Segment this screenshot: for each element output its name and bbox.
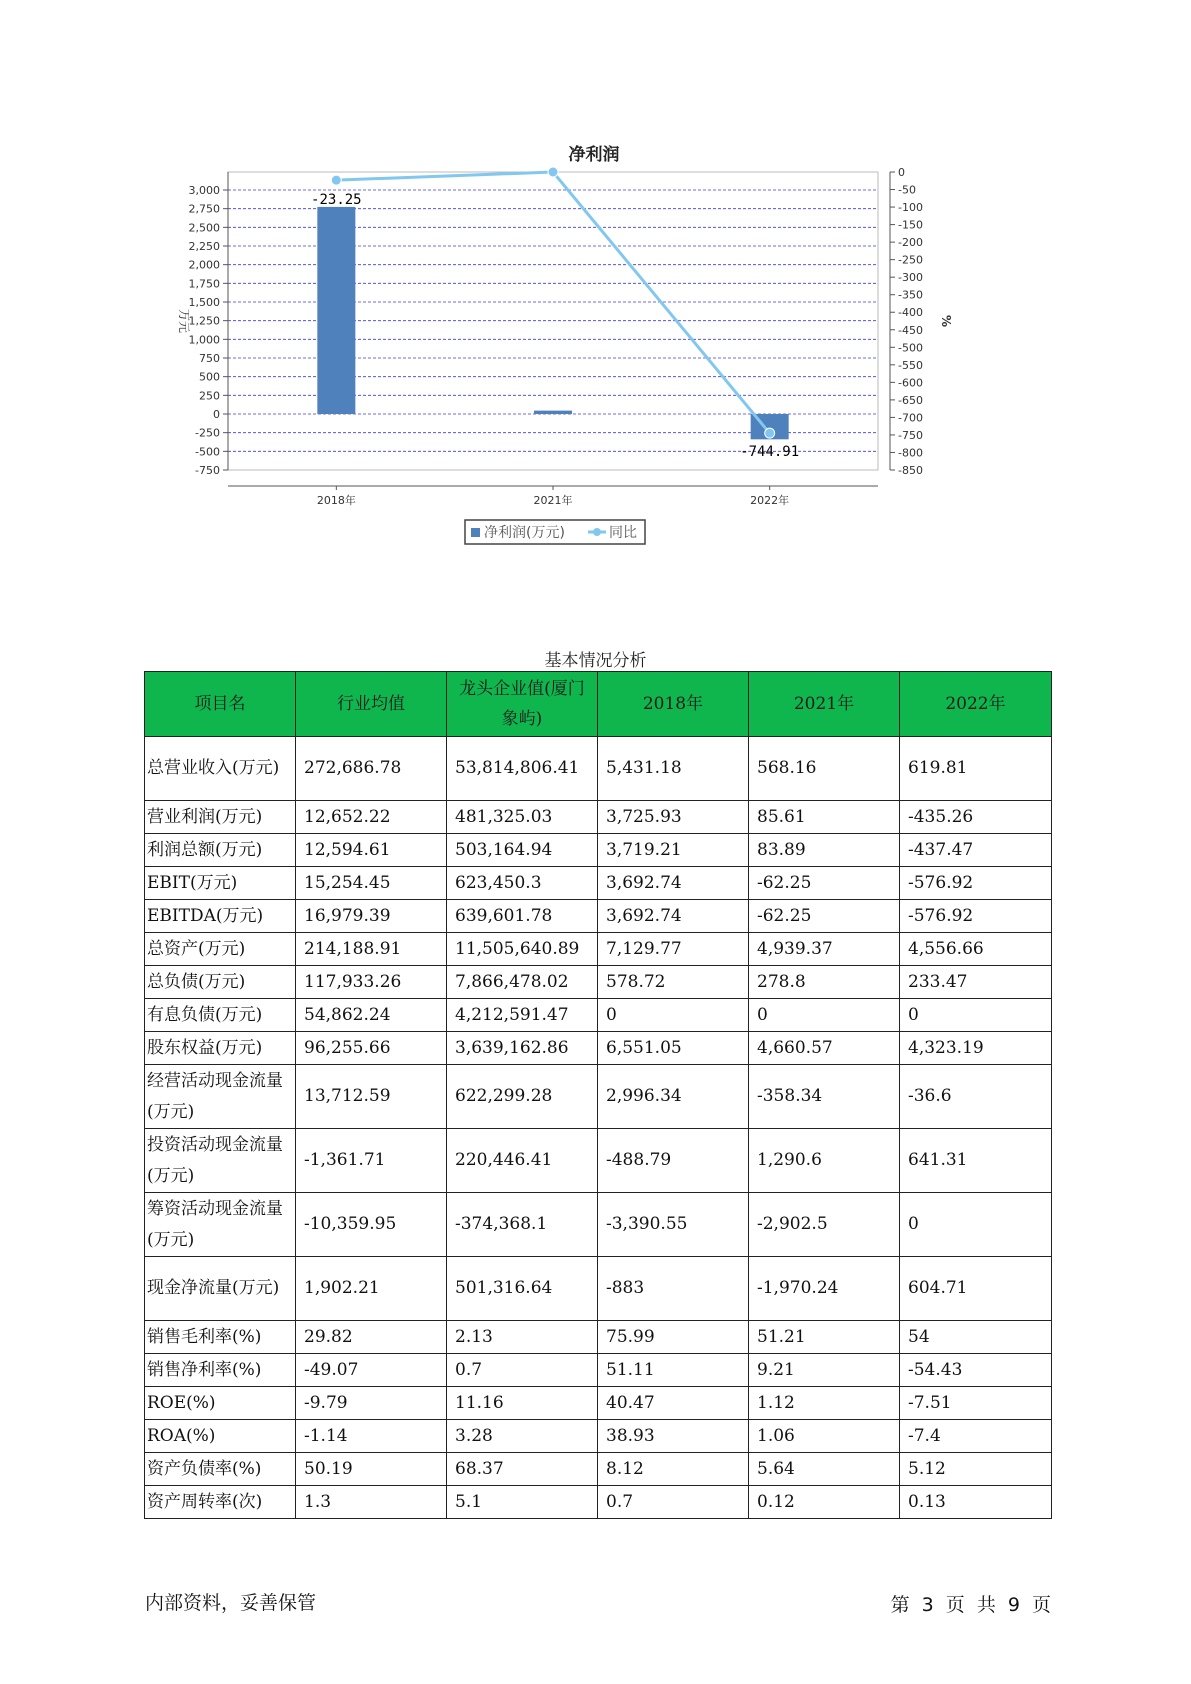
value-cell: 1,290.6 (749, 1129, 900, 1193)
left-tick-label: 1,000 (188, 333, 220, 347)
yoy-point-2021年 (548, 167, 558, 177)
row-label-cell: 总营业收入(万元) (145, 737, 296, 801)
table-row (145, 737, 1052, 801)
right-tick-label: -150 (898, 218, 923, 232)
value-cell: 272,686.78 (296, 737, 447, 801)
left-tick-label: 2,500 (188, 221, 220, 235)
value-cell: -62.25 (749, 900, 900, 933)
table-row (145, 1065, 1052, 1129)
value-cell: 5.1 (447, 1486, 598, 1519)
value-cell: -488.79 (598, 1129, 749, 1193)
value-cell: -358.34 (749, 1065, 900, 1129)
right-tick-label: -650 (898, 393, 923, 407)
value-cell: 29.82 (296, 1321, 447, 1354)
row-label-cell: 筹资活动现金流量(万元) (145, 1193, 296, 1257)
row-label-cell: 资产负债率(%) (145, 1453, 296, 1486)
value-cell: 51.21 (749, 1321, 900, 1354)
x-tick-label: 2022年 (750, 494, 790, 507)
value-cell: 4,660.57 (749, 1032, 900, 1065)
value-cell: 278.8 (749, 966, 900, 999)
value-cell: -1,970.24 (749, 1257, 900, 1321)
header-industry-avg: 行业均值 (296, 672, 447, 737)
row-label-cell: 营业利润(万元) (145, 801, 296, 834)
right-tick-label: -100 (898, 201, 923, 215)
value-cell: 0.13 (900, 1486, 1052, 1519)
value-cell: 12,652.22 (296, 801, 447, 834)
value-cell: 3,692.74 (598, 900, 749, 933)
row-label-cell: 投资活动现金流量(万元) (145, 1129, 296, 1193)
value-cell: 2,996.34 (598, 1065, 749, 1129)
value-cell: 0.7 (447, 1354, 598, 1387)
right-tick-label: -800 (898, 446, 923, 460)
value-cell: 12,594.61 (296, 834, 447, 867)
value-cell: 54 (900, 1321, 1052, 1354)
header-2022: 2022年 (900, 672, 1052, 737)
value-cell: 3,692.74 (598, 867, 749, 900)
left-axis-title: 万元 (177, 308, 191, 334)
value-cell: 623,450.3 (447, 867, 598, 900)
left-tick-label: 750 (199, 352, 220, 365)
header-item-name: 项目名 (145, 672, 296, 737)
legend-bar-label: 净利润(万元) (484, 525, 565, 541)
value-cell: 7,866,478.02 (447, 966, 598, 999)
row-label-cell: 销售毛利率(%) (145, 1321, 296, 1354)
value-cell: 0 (900, 999, 1052, 1032)
row-label-cell: EBITDA(万元) (145, 900, 296, 933)
right-tick-label: -700 (898, 411, 923, 425)
row-label-cell: 经营活动现金流量(万元) (145, 1065, 296, 1129)
value-cell: -7.4 (900, 1420, 1052, 1453)
value-cell: -576.92 (900, 867, 1052, 900)
chart-title: 净利润 (568, 145, 620, 165)
table-row (145, 966, 1052, 999)
right-tick-label: -300 (898, 271, 923, 285)
value-cell: -883 (598, 1257, 749, 1321)
value-cell: 3,639,162.86 (447, 1032, 598, 1065)
value-cell: -1.14 (296, 1420, 447, 1453)
legend-line-marker (593, 528, 601, 536)
value-cell: 5.12 (900, 1453, 1052, 1486)
table-row (145, 1129, 1052, 1193)
table-row (145, 1486, 1052, 1519)
value-cell: -435.26 (900, 801, 1052, 834)
value-cell: 4,939.37 (749, 933, 900, 966)
footer-page-number: 第 3 页 共 9 页 (890, 1594, 1051, 1616)
table-row (145, 1257, 1052, 1321)
legend-bar-swatch (471, 528, 480, 537)
value-cell: 13,712.59 (296, 1065, 447, 1129)
value-cell: 1,902.21 (296, 1257, 447, 1321)
right-tick-label: 0 (898, 166, 905, 179)
left-tick-label: -750 (195, 464, 220, 477)
bar-2018年 (317, 207, 355, 414)
row-label-cell: EBIT(万元) (145, 867, 296, 900)
value-cell: 85.61 (749, 801, 900, 834)
chart-bars (317, 207, 788, 439)
header-leader-value: 龙头企业值(厦门象屿) (447, 672, 598, 737)
left-tick-label: 1,500 (188, 296, 220, 309)
value-cell: 0 (900, 1193, 1052, 1257)
table-body (145, 737, 1052, 1519)
row-label-cell: 利润总额(万元) (145, 834, 296, 867)
value-cell: 5.64 (749, 1453, 900, 1486)
value-cell: -54.43 (900, 1354, 1052, 1387)
value-cell: 3,719.21 (598, 834, 749, 867)
left-tick-label: 0 (213, 408, 220, 421)
value-cell: -7.51 (900, 1387, 1052, 1420)
value-cell: 0.12 (749, 1486, 900, 1519)
right-tick-label: -350 (898, 288, 923, 302)
right-tick-label: -600 (898, 376, 923, 390)
table-row (145, 801, 1052, 834)
left-tick-label: 250 (199, 389, 220, 403)
table-row (145, 999, 1052, 1032)
value-cell: 38.93 (598, 1420, 749, 1453)
value-cell: 641.31 (900, 1129, 1052, 1193)
left-tick-label: 2,750 (188, 202, 220, 216)
value-cell: 481,325.03 (447, 801, 598, 834)
value-cell: 503,164.94 (447, 834, 598, 867)
data-label-2018: -23.25 (311, 192, 362, 209)
value-cell: 75.99 (598, 1321, 749, 1354)
chart-data-labels (311, 192, 799, 460)
left-tick-label: 1,750 (188, 277, 220, 291)
value-cell: 51.11 (598, 1354, 749, 1387)
value-cell: 15,254.45 (296, 867, 447, 900)
row-label-cell: 总负债(万元) (145, 966, 296, 999)
value-cell: 5,431.18 (598, 737, 749, 801)
value-cell: 622,299.28 (447, 1065, 598, 1129)
yoy-line (336, 172, 769, 433)
row-label-cell: 现金净流量(万元) (145, 1257, 296, 1321)
value-cell: 604.71 (900, 1257, 1052, 1321)
table-row (145, 933, 1052, 966)
value-cell: 53,814,806.41 (447, 737, 598, 801)
left-tick-label: 500 (199, 370, 220, 384)
data-label-2022: -744.91 (740, 444, 800, 461)
value-cell: -62.25 (749, 867, 900, 900)
value-cell: -374,368.1 (447, 1193, 598, 1257)
value-cell: -49.07 (296, 1354, 447, 1387)
left-tick-label: 2,000 (188, 258, 220, 272)
yoy-point-2022年 (765, 428, 775, 438)
table-row (145, 1420, 1052, 1453)
right-tick-label: -550 (898, 358, 923, 372)
right-tick-label: -750 (898, 428, 923, 442)
value-cell: 0 (598, 999, 749, 1032)
value-cell: 578.72 (598, 966, 749, 999)
chart-axes (177, 166, 953, 507)
table-row (145, 1032, 1052, 1065)
header-2018: 2018年 (598, 672, 749, 737)
value-cell: -36.6 (900, 1065, 1052, 1129)
value-cell: 619.81 (900, 737, 1052, 801)
value-cell: 214,188.91 (296, 933, 447, 966)
table-header-row (145, 672, 1052, 737)
value-cell: 96,255.66 (296, 1032, 447, 1065)
value-cell: -437.47 (900, 834, 1052, 867)
chart-legend (465, 520, 645, 544)
value-cell: -2,902.5 (749, 1193, 900, 1257)
table-row (145, 1193, 1052, 1257)
value-cell: 4,556.66 (900, 933, 1052, 966)
row-label-cell: ROE(%) (145, 1387, 296, 1420)
value-cell: 501,316.64 (447, 1257, 598, 1321)
right-tick-label: -850 (898, 464, 923, 477)
right-tick-label: -250 (898, 253, 923, 267)
value-cell: 8.12 (598, 1453, 749, 1486)
table-caption: 基本情况分析 (544, 651, 647, 671)
value-cell: 0.7 (598, 1486, 749, 1519)
value-cell: -10,359.95 (296, 1193, 447, 1257)
value-cell: 639,601.78 (447, 900, 598, 933)
value-cell: -576.92 (900, 900, 1052, 933)
net-profit-chart (160, 130, 1060, 600)
value-cell: 0 (749, 999, 900, 1032)
bar-2021年 (534, 411, 572, 414)
x-tick-label: 2021年 (533, 494, 573, 507)
right-tick-label: -200 (898, 236, 923, 250)
row-label-cell: 总资产(万元) (145, 933, 296, 966)
table-row (145, 1387, 1052, 1420)
value-cell: 1.3 (296, 1486, 447, 1519)
chart-line (331, 167, 774, 438)
right-tick-label: -500 (898, 341, 923, 355)
value-cell: -1,361.71 (296, 1129, 447, 1193)
value-cell: 233.47 (900, 966, 1052, 999)
value-cell: -3,390.55 (598, 1193, 749, 1257)
legend-line-label: 同比 (609, 525, 637, 541)
table-row (145, 1453, 1052, 1486)
value-cell: 220,446.41 (447, 1129, 598, 1193)
row-label-cell: ROA(%) (145, 1420, 296, 1453)
header-2021: 2021年 (749, 672, 900, 737)
value-cell: 568.16 (749, 737, 900, 801)
value-cell: 4,323.19 (900, 1032, 1052, 1065)
value-cell: 54,862.24 (296, 999, 447, 1032)
right-tick-label: -50 (898, 183, 916, 197)
row-label-cell: 资产周转率(次) (145, 1486, 296, 1519)
right-tick-label: -400 (898, 306, 923, 320)
value-cell: 11.16 (447, 1387, 598, 1420)
table-row (145, 867, 1052, 900)
row-label-cell: 股东权益(万元) (145, 1032, 296, 1065)
value-cell: 7,129.77 (598, 933, 749, 966)
table-row (145, 1354, 1052, 1387)
value-cell: 9.21 (749, 1354, 900, 1387)
value-cell: 16,979.39 (296, 900, 447, 933)
value-cell: 83.89 (749, 834, 900, 867)
value-cell: 3,725.93 (598, 801, 749, 834)
right-tick-label: -450 (898, 323, 923, 337)
table-row (145, 1321, 1052, 1354)
left-tick-label: 2,250 (188, 240, 220, 253)
row-label-cell: 有息负债(万元) (145, 999, 296, 1032)
table-row (145, 834, 1052, 867)
value-cell: 40.47 (598, 1387, 749, 1420)
basic-analysis-table (144, 671, 1052, 1519)
left-tick-label: -250 (195, 426, 220, 440)
value-cell: 68.37 (447, 1453, 598, 1486)
value-cell: 1.12 (749, 1387, 900, 1420)
value-cell: 117,933.26 (296, 966, 447, 999)
value-cell: 4,212,591.47 (447, 999, 598, 1032)
value-cell: 1.06 (749, 1420, 900, 1453)
table-row (145, 900, 1052, 933)
x-tick-label: 2018年 (316, 494, 356, 507)
right-axis-title: % (939, 314, 953, 328)
value-cell: 3.28 (447, 1420, 598, 1453)
value-cell: 2.13 (447, 1321, 598, 1354)
left-tick-label: 3,000 (188, 184, 220, 197)
value-cell: 11,505,640.89 (447, 933, 598, 966)
left-tick-label: 1,250 (188, 314, 220, 328)
value-cell: -9.79 (296, 1387, 447, 1420)
row-label-cell: 销售净利率(%) (145, 1354, 296, 1387)
yoy-point-2018年 (331, 175, 341, 185)
left-tick-label: -500 (195, 445, 220, 459)
footer-confidential-note: 内部资料，妥善保管 (145, 1592, 317, 1614)
value-cell: 6,551.05 (598, 1032, 749, 1065)
value-cell: 50.19 (296, 1453, 447, 1486)
